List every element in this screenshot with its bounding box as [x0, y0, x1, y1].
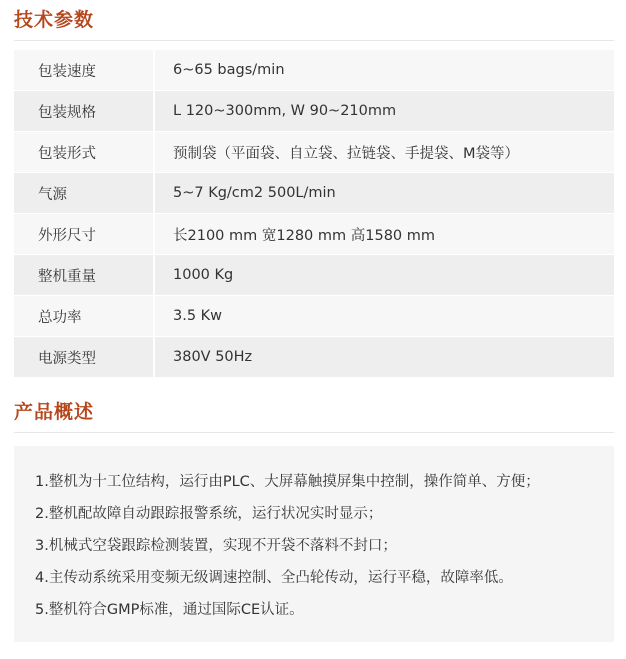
spec-row-size: [14, 91, 614, 132]
spec-label: 气源: [14, 173, 154, 214]
spec-label: 外形尺寸: [14, 214, 154, 255]
overview-item: 5.整机符合GMP标准，通过国际CE认证。: [35, 602, 304, 618]
spec-label: 包装速度: [14, 50, 154, 91]
specs-table: [14, 50, 614, 378]
spec-value: 预制袋（平面袋、自立袋、拉链袋、手提袋、M袋等）: [154, 132, 614, 173]
spec-row-speed: [14, 50, 614, 91]
spec-row-bag-type: [14, 132, 614, 173]
spec-value: 长2100 mm 宽1280 mm 高1580 mm: [154, 214, 614, 255]
spec-row-power-supply: [14, 337, 614, 378]
overview-item: 1.整机为十工位结构，运行由PLC、大屏幕触摸屏集中控制，操作简单、方便；: [35, 474, 540, 490]
spec-label: 包装形式: [14, 132, 154, 173]
spec-value: 6~65 bags/min: [154, 50, 614, 91]
spec-label: 电源类型: [14, 337, 154, 378]
overview-item: 2.整机配故障自动跟踪报警系统，运行状况实时显示；: [35, 506, 383, 522]
spec-value: 1000 Kg: [154, 255, 614, 296]
specs-title-divider: [14, 40, 614, 41]
overview-item: 3.机械式空袋跟踪检测装置，实现不开袋不落料不封口；: [35, 538, 397, 554]
spec-value: L 120~300mm, W 90~210mm: [154, 91, 614, 132]
spec-row-air-source: [14, 173, 614, 214]
overview-box: [14, 446, 614, 642]
spec-row-power: [14, 296, 614, 337]
overview-section-title: 产品概述: [14, 401, 95, 423]
overview-title-divider: [14, 432, 614, 433]
spec-row-weight: [14, 255, 614, 296]
spec-label: 总功率: [14, 296, 154, 337]
spec-label: 整机重量: [14, 255, 154, 296]
spec-row-dimensions: [14, 214, 614, 255]
spec-value: 3.5 Kw: [154, 296, 614, 337]
spec-value: 380V 50Hz: [154, 337, 614, 378]
specs-section-title: 技术参数: [14, 9, 95, 31]
spec-value: 5~7 Kg/cm2 500L/min: [154, 173, 614, 214]
overview-item: 4.主传动系统采用变频无级调速控制、全凸轮传动，运行平稳，故障率低。: [35, 570, 513, 586]
spec-label: 包装规格: [14, 91, 154, 132]
